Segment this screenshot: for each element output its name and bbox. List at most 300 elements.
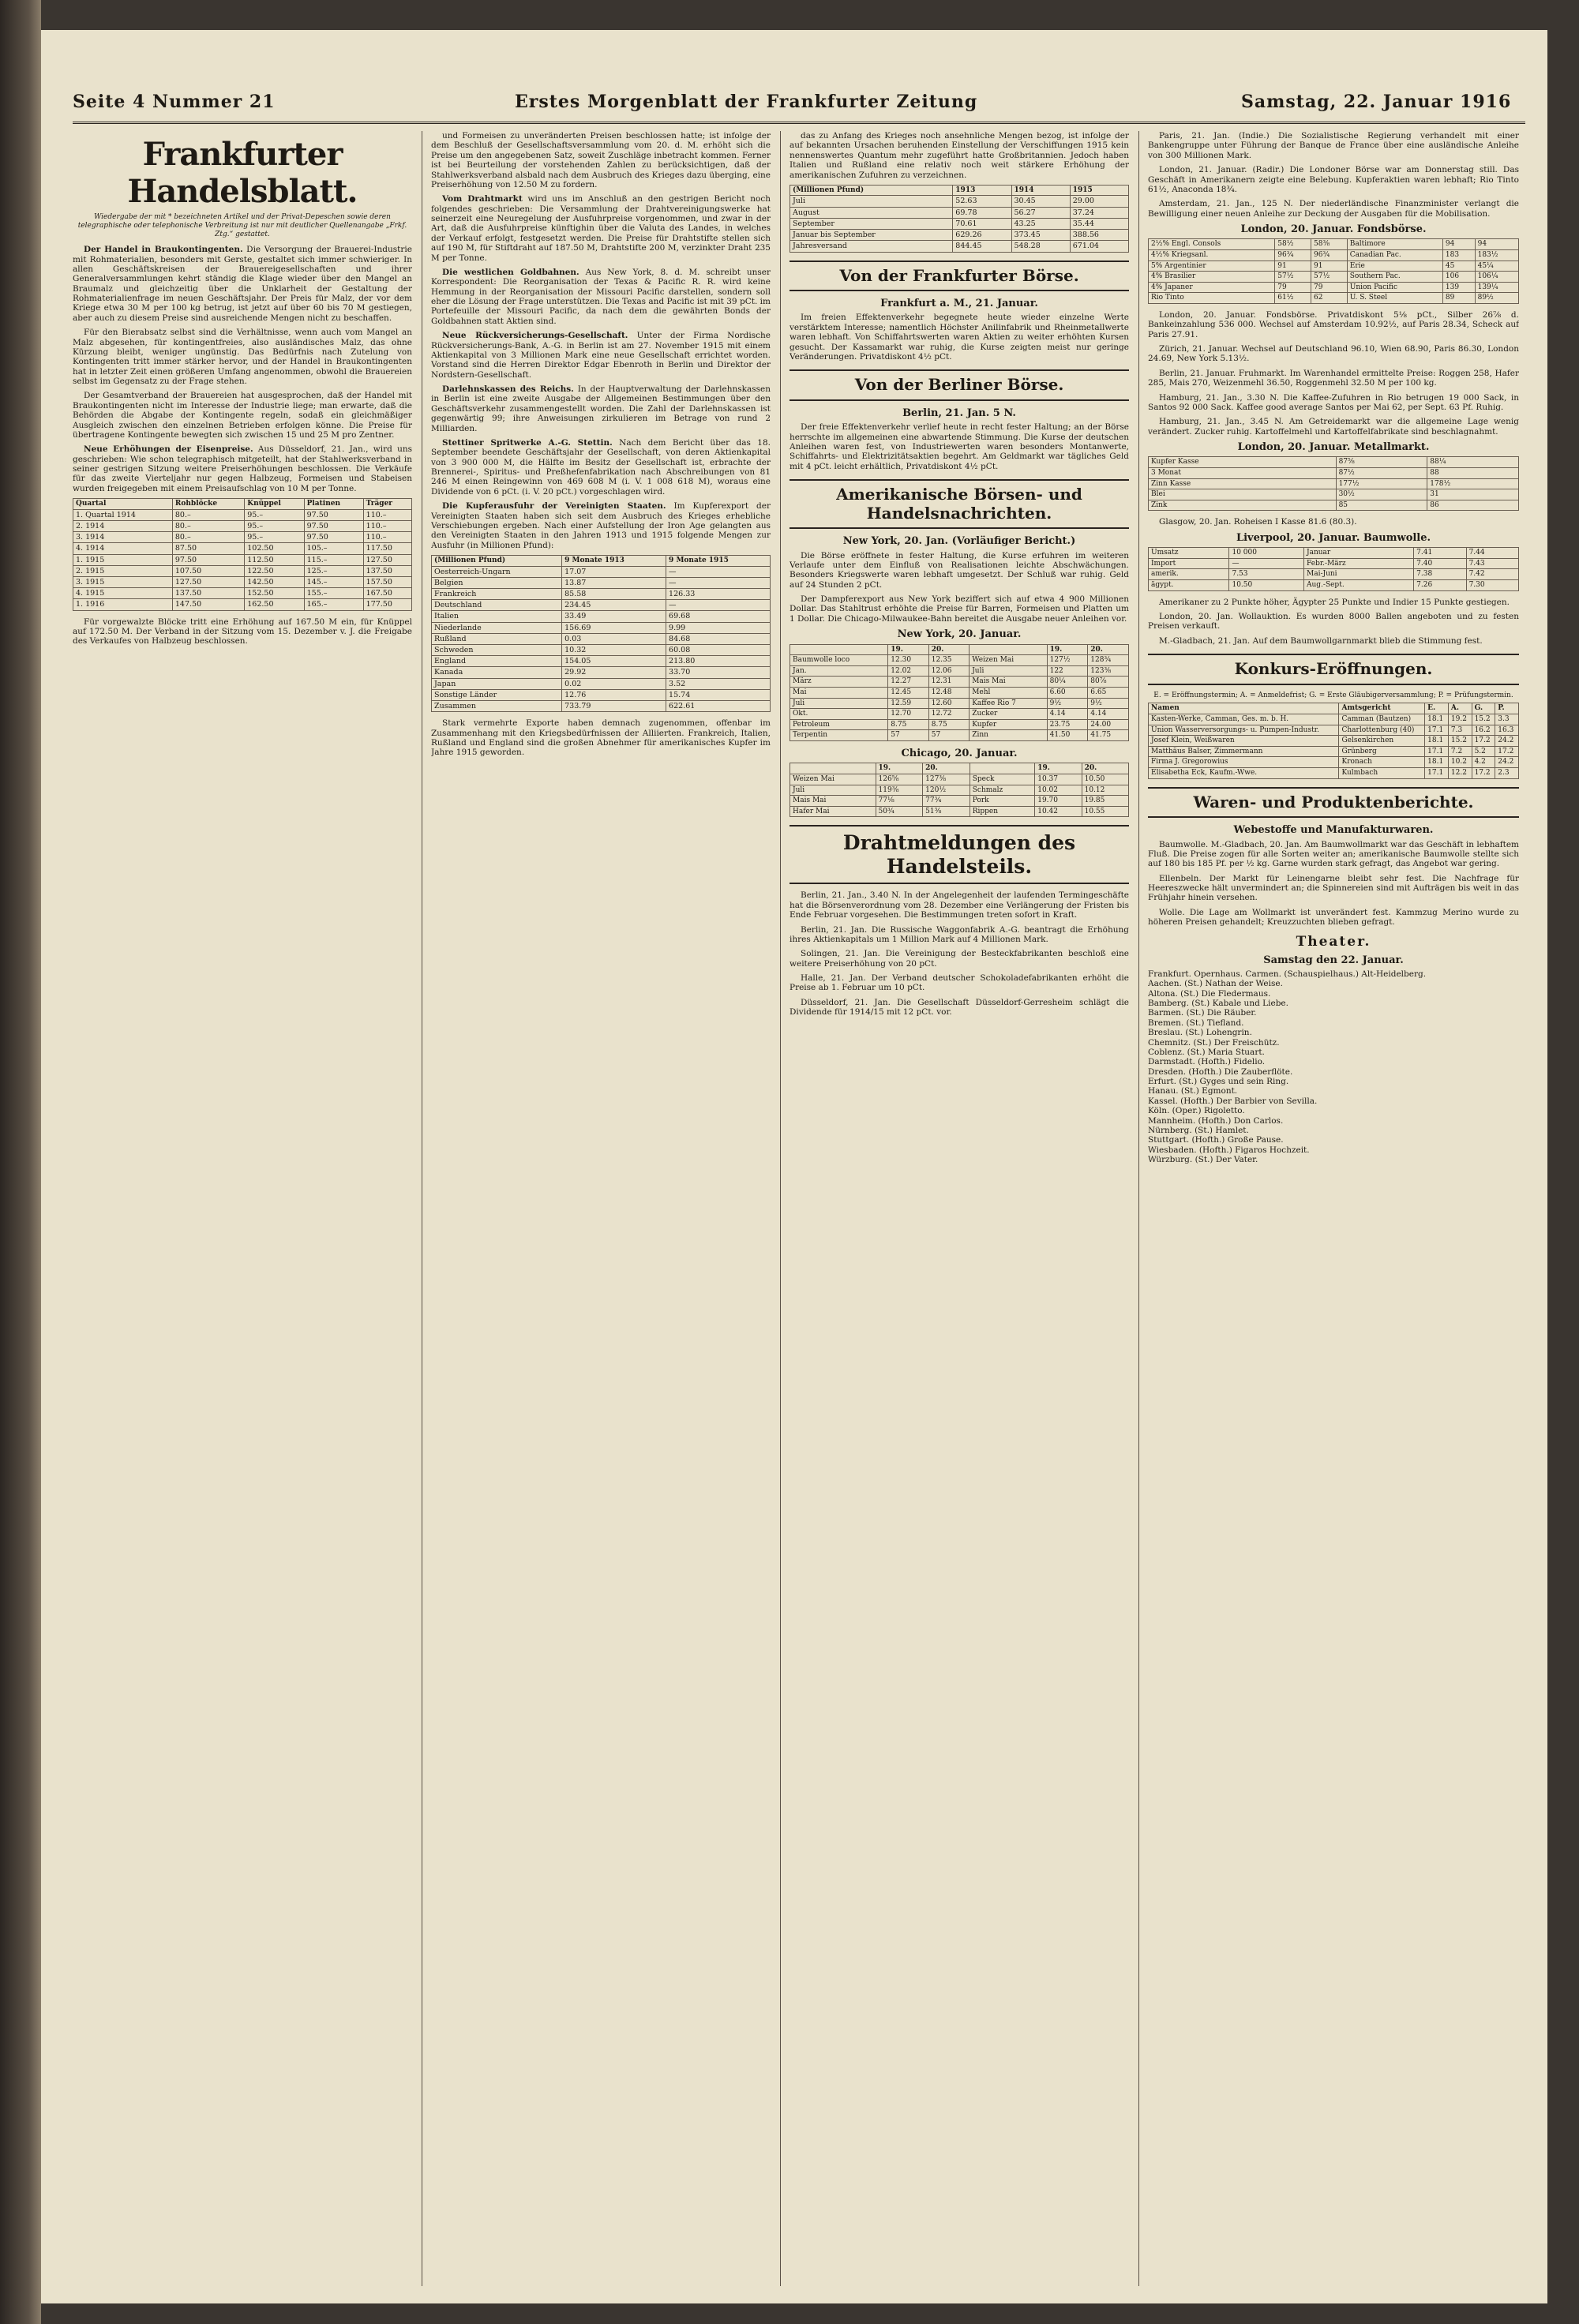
table-cell: 94 [1475,239,1518,250]
table-cell: 57 [928,730,969,741]
table-row [73,599,412,610]
table-cell: 33.49 [562,611,666,622]
table-row [790,207,1129,218]
table-cell: 79 [1275,282,1311,293]
table-cell: 69.78 [953,207,1011,218]
table-cell: Rußland [432,633,562,644]
table-cell: 117.50 [363,543,411,554]
header-page-number: Seite 4 Nummer 21 [73,92,276,112]
table-cell: 12.59 [888,698,928,709]
table-cell: 18.1 [1425,714,1449,725]
table-cell: Zink [1149,500,1337,511]
table-cell: Kanada [432,667,562,678]
table-cell: Okt. [790,709,888,720]
table-cell: 128¾ [1088,655,1129,666]
table-row [73,588,412,599]
table-cell: Kupfer Kasse [1149,457,1337,468]
table-cell: März [790,677,888,688]
table-row [1149,478,1519,489]
table-cell: 10.42 [1035,806,1082,817]
article-text: Der freie Effektenverkehr verlief heute in recht fester Haltung; an der Börse herrschte im allgemeinen eine abwartende Stimmung. Die Kurse der deutschen Anleihen waren fest, von Industriewerten waren besonders Montanwerte, Schiffahrts- und Elektrizitätsaktien begehrt. Am Geldmarkt war tägliches Geld mit 4 pCt. leicht erhältlich, Privatdiskont 4½ pCt. [790,422,1129,471]
column-4 [1148,131,1519,2286]
table-title: Liverpool, 20. Januar. Baumwolle. [1236,531,1431,544]
copper-export-table [431,555,771,712]
table-cell: 19.85 [1082,796,1128,807]
table-cell: 7.2 [1448,746,1472,757]
table-cell: 5% Argentinier [1149,261,1275,272]
table-cell: 15.2 [1448,736,1472,747]
table-cell: 183½ [1475,249,1518,261]
table-cell: 115.– [304,554,363,565]
table-row [73,577,412,588]
table-header: Träger [363,499,411,510]
article-text: Unter der Firma Nordische Rückversicherungs-Bank, A.-G. in Berlin ist am 27. November 1915 mit einem Aktienkapital von 3 Millionen Mark eine neue Gesellschaft errichtet worden. Vorstand sind die Herren Direktor Edgar Ebenroth in Berlin und Direktor der Nordstern-Gesellschaft. [431,331,771,380]
table-cell: 106 [1442,272,1475,283]
table-cell: Union Pacific [1347,282,1442,293]
table-cell: Zinn [970,730,1047,741]
table-cell: 7.38 [1414,569,1466,580]
table-header: Quartal [73,499,173,510]
table-cell: Charlottenburg (40) [1339,725,1425,736]
table-cell: 16.2 [1472,725,1495,736]
theater-entry: Kassel. (Hofth.) Der Barbier von Sevilla. [1148,1096,1318,1106]
table-cell: 58½ [1275,239,1311,250]
table-row [1149,261,1519,272]
wire-report: Solingen, 21. Jan. Die Vereinigung der Besteckfabrikanten beschloß eine weitere Preiserhöhung von 20 pCt. [790,949,1129,969]
table-cell: 844.45 [953,241,1011,252]
table-cell: 3.52 [666,678,771,689]
table-row [1149,457,1519,468]
theater-entry: Nürnberg. (St.) Hamlet. [1148,1125,1249,1135]
table-cell: 45¼ [1475,261,1518,272]
article-title: Neue Rückversicherungs-Gesellschaft. [442,331,628,341]
table-row [790,196,1129,207]
table-cell: 15.74 [666,689,771,700]
table-cell: 12.60 [928,698,969,709]
table-cell: 126.33 [666,589,771,600]
table-cell: 97.50 [172,554,244,565]
table-cell: 97.50 [304,521,363,532]
table-cell: Zusammen [432,701,562,712]
table-cell: 57½ [1311,272,1348,283]
steel-price-table [73,498,412,610]
table-header: 20. [1088,644,1129,655]
table-cell: 31 [1427,489,1519,500]
section-masthead: Frankfurter Handelsblatt. [127,136,358,211]
table-cell: Niederlande [432,622,562,633]
table-row [1149,569,1519,580]
table-cell: 10 000 [1229,548,1304,559]
table-cell: 7.44 [1466,548,1518,559]
table-cell: Mai [790,688,888,699]
table-cell: 60.08 [666,645,771,656]
table-header: (Millionen Pfund) [790,185,953,196]
table-cell: 110.– [363,509,411,520]
table-cell: 177.50 [363,599,411,610]
table-cell: Matthäus Balser, Zimmermann [1149,746,1339,757]
table-cell: Gelsenkirchen [1339,736,1425,747]
column-rule [1138,131,1139,2286]
article-text: Ellenbeln. Der Markt für Leinengarne bleibt sehr fest. Die Nachfrage für Heereszwecke hält unvermindert an; die Spinnereien sind mit Aufträgen bis weit in das Frühjahr hinein versehen. [1148,873,1519,903]
table-cell: 30.45 [1011,196,1070,207]
table-cell: 12.06 [928,665,969,677]
metal-market-table [1148,456,1519,511]
wire-report: London, 21. Januar. (Radir.) Die Londoner Börse war am Donnerstag still. Das Geschäft in Amerikanern zeigte eine Belebung. Kupferaktien waren lebhaft; Rio Tinto 61½, Anaconda 18¾. [1148,165,1519,194]
table-row [1149,282,1519,293]
table-cell: 23.75 [1047,719,1088,730]
table-cell: 2½% Engl. Consols [1149,239,1275,250]
table-row [1149,725,1519,736]
table-row [432,656,771,667]
table-cell: Juli [970,665,1047,677]
wire-report: Berlin, 21. Januar. Fruhmarkt. Im Warenhandel ermittelte Preise: Roggen 258, Hafer 285, Mais 270, Weizenmehl 36.50, Roggenmehl 32.50 M per 100 kg. [1148,368,1519,388]
theater-entry: Wiesbaden. (Hofth.) Figaros Hochzeit. [1148,1145,1310,1155]
header-date: Samstag, 22. Januar 1916 [1241,92,1512,112]
table-title: London, 20. Januar. Metallmarkt. [1237,441,1430,454]
table-cell: 17.07 [562,566,666,577]
table-row [432,611,771,622]
section-heading: Von der Frankfurter Börse. [790,261,1129,292]
table-cell: 1. 1916 [73,599,173,610]
article-title: Darlehnskassen des Reichs. [442,384,574,394]
table-cell: 41.50 [1047,730,1088,741]
table-cell: 120½ [923,785,970,796]
table-cell: Juli [790,196,953,207]
table-header: 19. [876,763,923,774]
table-cell: Weizen Mai [790,774,876,785]
page-header [73,87,1525,124]
article-text: und Formeisen zu unveränderten Preisen beschlossen hatte; ist infolge der dem Beschluß der Gesellschaftsversammlung vom 20. d. M. erhöht sich die Preise um den angegebenen Satz, soweit Zuschläge inbetracht kommen. Ferner ist bei Beurteilung der vorstehenden Zahlen zu berücksichtigen, daß der Stahlwerksverband alsbald nach dem Ausbruch des Krieges dazu überging, eine Preiserhöhung von 12.50 M zu fordern. [431,131,771,189]
table-cell: 77⅛ [876,796,923,807]
copper-table-body [432,566,771,700]
wire-report: Berlin, 21. Jan., 3.40 N. In der Angelegenheit der laufenden Termingeschäfte hat die Börsenverordnung vom 28. Dezember eine Verlängerung der Fristen bis Ende Februar vorgesehen. Die Bestimmungen treten sofort in Kraft. [790,890,1129,920]
table-cell: Oesterreich-Ungarn [432,566,562,577]
table-cell: Pork [970,796,1034,807]
table-cell: 125.– [304,565,363,576]
article-title: Stettiner Spritwerke A.-G. Stettin. [442,437,613,448]
table-cell: 87½ [1336,468,1427,479]
table-row [1149,293,1519,304]
table-row [432,566,771,577]
table-cell: 5.2 [1472,746,1495,757]
table-cell: 51⅜ [923,806,970,817]
table-cell: 37.24 [1070,207,1128,218]
table-cell: 12.76 [562,689,666,700]
table-cell: Hafer Mai [790,806,876,817]
table-header: 20. [1082,763,1128,774]
table-header: G. [1472,703,1495,714]
article-title: Die westlichen Goldbahnen. [442,267,579,277]
dateline: Frankfurt a. M., 21. Januar. [880,298,1038,310]
article-text: das zu Anfang des Krieges noch ansehnliche Mengen bezog, ist infolge der auf bekannten Ursachen beruhenden Einstellung der Verschiffungen 1915 kein nennenswertes Quantum mehr zugeführt hatte Großbritannien. Jedoch haben Italien und Rußland eine relativ noch weit stärkere Erhöhung der amerikanischen Zufuhren zu verzeichnen. [790,131,1129,180]
table-cell: — [666,566,771,577]
table-cell: 110.– [363,521,411,532]
table-row [1149,249,1519,261]
table-cell: 4.14 [1047,709,1088,720]
table-cell: amerik. [1149,569,1229,580]
theater-entry: Breslau. (St.) Lohengrin. [1148,1028,1252,1038]
table-cell: 7.41 [1414,548,1466,559]
masthead-note: Wiedergabe der mit * bezeichneten Artikel und der Privat-Depeschen sowie deren telegraphische oder telephonische Verbreitung ist nur mit deutlicher Quellenangabe „Frkf. Ztg.“ gestattet. [77,213,407,238]
table-cell: Mais Mai [790,796,876,807]
table-cell: Rio Tinto [1149,293,1275,304]
table-cell: Mehl [970,688,1047,699]
theater-entry: Bremen. (St.) Tiefland. [1148,1018,1244,1028]
table-cell: 12.70 [888,709,928,720]
table-cell: 17.1 [1425,746,1449,757]
dateline: New York, 20. Jan. (Vorläufiger Bericht.) [842,535,1076,548]
table-cell: 12.30 [888,655,928,666]
table-cell: Southern Pac. [1347,272,1442,283]
table-row [432,678,771,689]
table-cell: 9½ [1088,698,1129,709]
table-cell: — [1229,558,1304,569]
table-row [1149,272,1519,283]
theater-entry: Frankfurt. Opernhaus. Carmen. (Schauspielhaus.) Alt-Heidelberg. [1148,969,1427,979]
table-cell: 4% Japaner [1149,282,1275,293]
table-cell: 7.26 [1414,580,1466,591]
table-cell: 112.50 [245,554,304,565]
table-cell: Sonstige Länder [432,689,562,700]
table-row [432,667,771,678]
table-cell: 102.50 [245,543,304,554]
table-row [790,719,1129,730]
theater-entry: Hanau. (St.) Egmont. [1148,1086,1238,1096]
table-cell: Deutschland [432,600,562,611]
article-text: Stark vermehrte Exporte haben demnach zugenommen, offenbar im Zusammenhang mit den Kriegsbedürfnissen der Alliierten. Frankreich, Italien, Rußland und England sind die großen Abnehmer für amerikanisches Kupfer im Jahre 1915 geworden. [431,718,771,758]
theater-entry: Chemnitz. (St.) Der Freischütz. [1148,1037,1280,1048]
table-cell: 80.– [172,509,244,520]
table-cell: Schmalz [970,785,1034,796]
table-cell: 33.70 [666,667,771,678]
table-row [790,796,1129,807]
table-cell: Juli [790,785,876,796]
theater-entry: Dresden. (Hofth.) Die Zauberflöte. [1148,1066,1293,1077]
table-cell: 17.2 [1495,746,1519,757]
table-cell: Baumwolle loco [790,655,888,666]
table-row [1149,558,1519,569]
table-cell: 4.2 [1472,757,1495,768]
table-cell: 91 [1275,261,1311,272]
theater-date: Samstag den 22. Januar. [1263,954,1404,966]
table-cell: 56.27 [1011,207,1070,218]
table-cell: Union Wasserversorgungs- u. Pumpen-Industr. [1149,725,1339,736]
table-header: 1914 [1011,185,1070,196]
table-cell: 105.– [304,543,363,554]
table-cell: 4. 1914 [73,543,173,554]
table-cell: 3. 1915 [73,577,173,588]
article-title: Vom Drahtmarkt [442,194,523,204]
theater-entry: Barmen. (St.) Die Räuber. [1148,1008,1257,1018]
table-row [1149,746,1519,757]
table-cell: Kulmbach [1339,767,1425,778]
table-header: 9 Monate 1913 [562,556,666,567]
section-heading: Konkurs-Eröffnungen. [1148,654,1519,685]
table-cell: 10.2 [1448,757,1472,768]
table-cell: 35.44 [1070,218,1128,229]
table-cell: 1. Quartal 1914 [73,509,173,520]
table-cell: 94 [1442,239,1475,250]
table-cell: 97.50 [304,509,363,520]
table-cell: 10.55 [1082,806,1128,817]
column-2 [431,131,771,2286]
table-cell: 388.56 [1070,230,1128,241]
table-cell: 12.45 [888,688,928,699]
liverpool-cotton-table [1148,547,1519,590]
column-3 [790,131,1129,2286]
article-title: Die Kupferausfuhr der Vereinigten Staaten. [442,501,666,512]
table-cell: 52.63 [953,196,1011,207]
table-cell: Kronach [1339,757,1425,768]
table-header: 1913 [953,185,1011,196]
table-cell: 30½ [1336,489,1427,500]
table-cell: 57½ [1275,272,1311,283]
bankruptcy-table-body [1149,714,1519,778]
table-cell: Mais Mai [970,677,1047,688]
table-cell: 84.68 [666,633,771,644]
table-row [790,677,1129,688]
table-cell: 127.50 [363,554,411,565]
table-cell: 4.14 [1088,709,1129,720]
table-cell: 96¾ [1275,249,1311,261]
theater-entry: Erfurt. (St.) Gyges und sein Ring. [1148,1077,1289,1087]
newspaper-page [41,30,1547,2303]
table-cell: 10.37 [1035,774,1082,785]
table-cell: 107.50 [172,565,244,576]
table-cell: 127.50 [172,577,244,588]
table-cell: 70.61 [953,218,1011,229]
article-text: Nach dem Bericht über das 18. September beendete Geschäftsjahr der Gesellschaft, von deren Aktienkapital von 3 900 000 M, die Hälfte im Besitz der Gesellschaft ist, erbrachte der Brennerei-, Spiritus- und Preßhefenfabrikation nach Abschreibungen von 81 246 M einen Reingewinn von 469 608 M (i. V. 1 008 618 M), woraus eine Dividende von 6 pCt. (i. V. 20 pCt.) vorgeschlagen wird. [431,437,771,497]
wire-report: M.-Gladbach, 21. Jan. Auf dem Baumwollgarnmarkt blieb die Stimmung fest. [1159,635,1483,646]
table-cell: 126⅝ [876,774,923,785]
table-row [1149,548,1519,559]
theater-entry: Bamberg. (St.) Kabale und Liebe. [1148,999,1288,1009]
table-row [73,565,412,576]
table-cell: 122.50 [245,565,304,576]
article-text: Im Kupferexport der Vereinigten Staaten haben sich seit dem Ausbruch des Krieges erhebliche Verschiebungen ergeben. Nach einer Aufstellung der Iron Age gelangten aus den Vereinigten Staaten in den Jahren 1913 und 1915 folgende Mengen zur Ausfuhr (in Millionen Pfund): [431,501,771,550]
table-cell: 80.– [172,532,244,543]
table-cell: 17.2 [1472,736,1495,747]
table-header: 9 Monate 1915 [666,556,771,567]
table-cell: Terpentin [790,730,888,741]
table-cell: 45 [1442,261,1475,272]
table-row [432,633,771,644]
column-rule [780,131,781,2286]
table-row [432,645,771,656]
table-row [790,730,1129,741]
wire-report: Hamburg, 21. Jan., 3.45 N. Am Getreidemarkt war die allgemeine Lage wenig verändert. Zucker ruhig. Kartoffelmehl und Kartoffelfabrikate sind beschlagnahmt. [1148,417,1519,437]
table-cell: August [790,207,953,218]
table-cell: 24.2 [1495,757,1519,768]
theater-entry: Altona. (St.) Die Fledermaus. [1148,988,1271,999]
table-cell: Jan. [790,665,888,677]
table-cell: ägypt. [1149,580,1229,591]
article-title: Neue Erhöhungen der Eisenpreise. [84,444,253,455]
table-cell: 8.75 [888,719,928,730]
section-heading: Von der Berliner Börse. [790,369,1129,401]
table-cell: Umsatz [1149,548,1229,559]
table-cell: Zinn Kasse [1149,478,1337,489]
table-cell: 127⅜ [923,774,970,785]
table-cell: 95.– [245,521,304,532]
theater-entry: Mannheim. (Hofth.) Don Carlos. [1148,1115,1284,1126]
table-cell: 7.40 [1414,558,1466,569]
table-cell: 548.28 [1011,241,1070,252]
table-cell: Aug.-Sept. [1303,580,1413,591]
book-spine [0,0,41,2324]
table-cell: 80.– [172,521,244,532]
article-text: Aus Düsseldorf, 21. Jan., wird uns geschrieben: Wie schon telegraphisch mitgeteilt, hat der Stahlwerksverband in seiner gestrigen Sitzung weitere Preiserhöhungen beschlossen. Die Verkäufe für das zweite Vierteljahr nur gegen Halbzeug, Formeisen und Stabeisen wurden freigegeben mit einem Preisaufschlag von 10 M per Tonne. [73,444,412,493]
theater-entry: Darmstadt. (Hofth.) Fidelio. [1148,1057,1266,1067]
table-cell: 139 [1442,282,1475,293]
table-cell: 629.26 [953,230,1011,241]
table-cell: 80¼ [1047,677,1088,688]
table-row [1149,736,1519,747]
column-1 [73,131,412,2286]
table-header: 1915 [1070,185,1128,196]
table-cell: 7.53 [1229,569,1304,580]
table-header: Namen [1149,703,1339,714]
table-cell: — [666,600,771,611]
table-cell: 213.80 [666,656,771,667]
table-cell: 15.2 [1472,714,1495,725]
table-cell: 119⅜ [876,785,923,796]
table-row [790,785,1129,796]
steel-table-body [73,509,412,610]
article-text: Für den Bierabsatz selbst sind die Verhältnisse, wenn auch vom Mangel an Malz abgesehen, für kontingentfreies, also ausländisches Malz, das ohne Kürzung bleibt, weniger ungünstig. Das Bedürfnis nach Zutelung von Kontingenten tritt immer stärker hervor, und der Handel in Braukontingenten hat in letzter Zeit einen größeren Umfang angenommen, obwohl die Brauereien selbst im Gegensatz zu der Frage stehen. [73,328,412,387]
table-cell: Febr.-März [1303,558,1413,569]
theater-entry: Würzburg. (St.) Der Vater. [1148,1155,1258,1165]
table-header: 19. [888,644,928,655]
table-title: London, 20. Januar. Fondsbörse. [1240,223,1427,235]
article-text: In der Hauptverwaltung der Darlehnskassen in Berlin ist eine zweite Ausgabe der Allgemeinen Bestimmungen über den Geschäftsverkehr zusammengestellt worden. Die Zahl der Darlehnskassen ist gegenwärtig 99; ihre Anweisungen zirkulieren im Betrage von rund 2 Milliarden. [431,384,771,433]
metal-table-body [1149,457,1519,511]
table-cell: 137.50 [363,565,411,576]
table-cell: 0.02 [562,678,666,689]
table-cell: 61½ [1275,293,1311,304]
dateline: Berlin, 21. Jan. 5 N. [902,407,1016,419]
table-cell: 2. 1915 [73,565,173,576]
table-cell: September [790,218,953,229]
table-title: Chicago, 20. Januar. [901,748,1018,760]
table-cell: 183 [1442,249,1475,261]
article-text: Die Börse eröffnete in fester Haltung, die Kurse erfuhren im weiteren Verlaufe unter dem Einfluß von Realisationen leichte Abschwächungen. Besonders Kriegswerte waren lebhaft umgesetzt. Der Schluß war ruhig. Geld auf 24 Stunden 2 pCt. [790,550,1129,590]
table-row [432,577,771,588]
table-cell: 62 [1311,293,1348,304]
table-cell: 9.99 [666,622,771,633]
table-header-row [1149,703,1519,714]
table-row [790,218,1129,229]
table-cell: 155.– [304,588,363,599]
table-row [1149,580,1519,591]
table-cell: 123⅜ [1088,665,1129,677]
table-cell: Japan [432,678,562,689]
theater-entry: Köln. (Oper.) Rigoletto. [1148,1106,1245,1116]
table-row [790,698,1129,709]
table-cell: 10.50 [1229,580,1304,591]
london-table-body [1149,239,1519,304]
table-cell: Canadian Pac. [1347,249,1442,261]
table-header: A. [1448,703,1472,714]
table-cell: 29.92 [562,667,666,678]
table-header [970,763,1034,774]
table-cell: 6.60 [1047,688,1088,699]
table-header-row [790,644,1129,655]
table-cell: England [432,656,562,667]
table-row [1149,239,1519,250]
table-cell: Januar [1303,548,1413,559]
table-title: New York, 20. Januar. [897,628,1022,641]
